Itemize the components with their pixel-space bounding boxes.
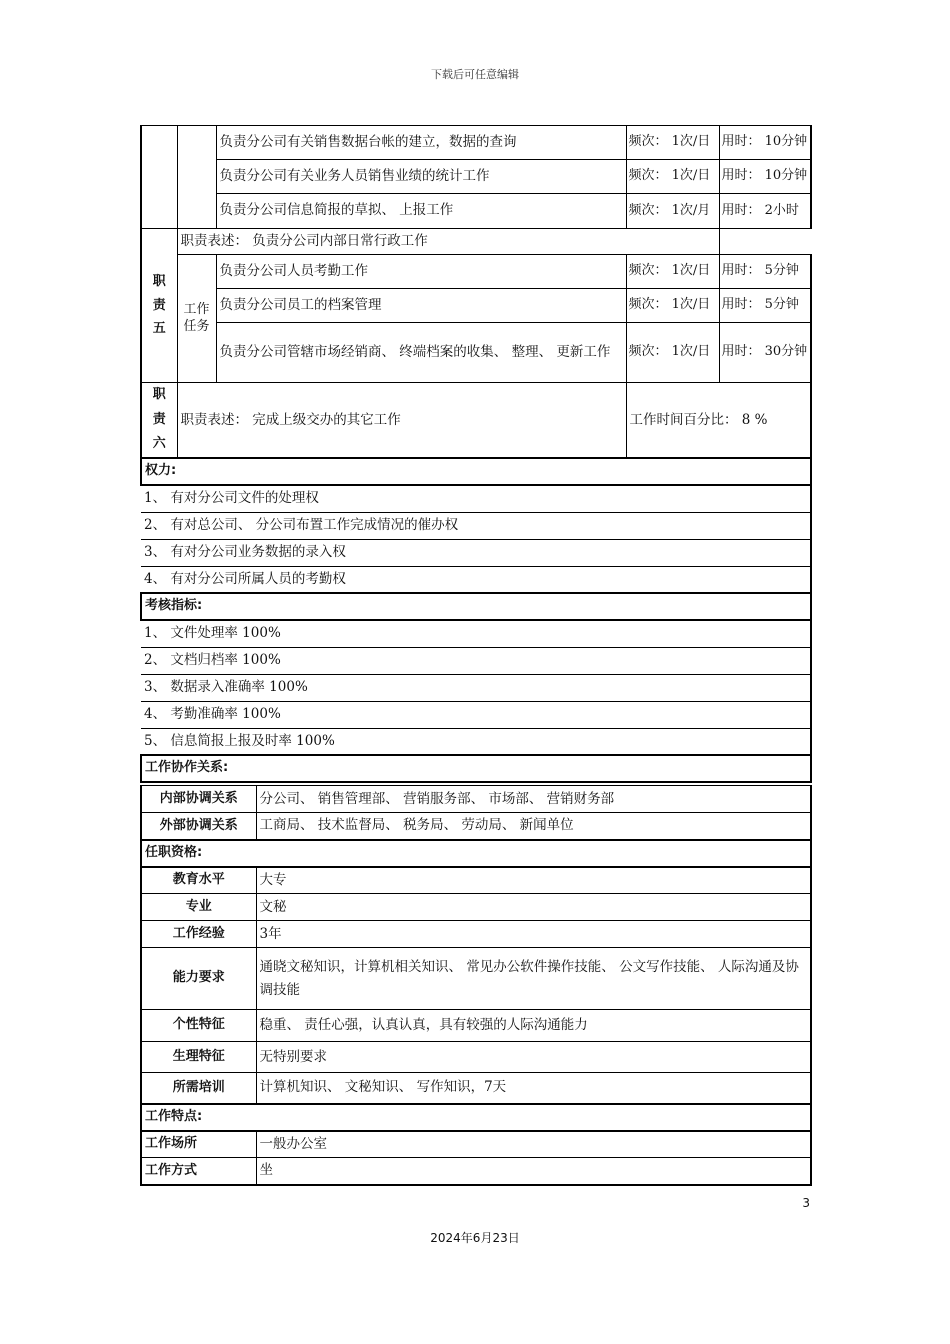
task-duration: 用时： 5分钟 (719, 255, 811, 289)
table-row (141, 1042, 811, 1073)
task-frequency: 频次： 1次/日 (626, 255, 719, 289)
kpi-item: 1、 文件处理率 100% (141, 620, 811, 647)
task-duration: 用时： 10分钟 (719, 126, 811, 160)
duty5-task-label-text: 工作任务 (183, 301, 210, 334)
page-number: 3 (802, 1196, 810, 1210)
qualification-label: 专业 (141, 894, 256, 921)
external-relations-value: 工商局、 技术监督局、 税务局、 劳动局、 新闻单位 (256, 813, 811, 840)
features-section-row (141, 1104, 811, 1131)
table-row (141, 948, 811, 1010)
task-text: 负责分公司人员考勤工作 (216, 255, 626, 289)
duty4-task-row (141, 160, 811, 194)
label-value-table (140, 785, 812, 1186)
qualification-value: 计算机知识、 文秘知识、 写作知识，7天 (256, 1073, 811, 1104)
power-item: 4、 有对分公司所属人员的考勤权 (141, 566, 811, 593)
qualification-value: 无特别要求 (256, 1042, 811, 1073)
feature-label: 工作方式 (141, 1158, 256, 1185)
internal-relations-row (141, 786, 811, 813)
feature-value: 一般办公室 (256, 1131, 811, 1158)
table-row (141, 1010, 811, 1042)
task-text: 负责分公司有关业务人员销售业绩的统计工作 (216, 160, 626, 194)
task-duration: 用时： 30分钟 (719, 323, 811, 383)
duty6-label (141, 383, 177, 459)
task-text: 负责分公司信息简报的草拟、 上报工作 (216, 194, 626, 229)
relations-section-row (141, 755, 811, 782)
qualification-value: 稳重、 责任心强，认真认真，具有较强的人际沟通能力 (256, 1010, 811, 1042)
power-item: 2、 有对总公司、 分公司布置工作完成情况的催办权 (141, 512, 811, 539)
features-title: 工作特点: (141, 1104, 811, 1131)
table-row (141, 921, 811, 948)
power-item: 1、 有对分公司文件的处理权 (141, 485, 811, 512)
internal-relations-value: 分公司、 销售管理部、 营销服务部、 市场部、 营销财务部 (256, 786, 811, 813)
list-item (141, 539, 811, 566)
duty5-label (141, 229, 177, 383)
duty4-task-row (141, 126, 811, 160)
qualification-label: 工作经验 (141, 921, 256, 948)
kpi-item: 4、 考勤准确率 100% (141, 701, 811, 728)
table-row (141, 1131, 811, 1158)
relations-title: 工作协作关系: (141, 755, 811, 782)
qualification-value: 3年 (256, 921, 811, 948)
external-relations-row (141, 813, 811, 840)
kpi-item: 3、 数据录入准确率 100% (141, 674, 811, 701)
duty4-task-label-cell (177, 126, 216, 229)
duty5-description: 职责表述： 负责分公司内部日常行政工作 (177, 229, 719, 255)
task-frequency: 频次： 1次/日 (626, 160, 719, 194)
list-item (141, 647, 811, 674)
kpi-title: 考核指标: (141, 593, 811, 620)
list-item (141, 566, 811, 593)
qualification-label: 能力要求 (141, 948, 256, 1010)
table-row (141, 1158, 811, 1185)
powers-section-row (141, 458, 811, 485)
task-text: 负责分公司有关销售数据台帐的建立，数据的查询 (216, 126, 626, 160)
page-date: 2024年6月23日 (430, 1231, 520, 1245)
duty4-task-row (141, 194, 811, 229)
duty5-task-label (177, 255, 216, 383)
qualification-value: 大专 (256, 867, 811, 894)
kpi-section-row (141, 593, 811, 620)
qualifications-title: 任职资格: (141, 840, 811, 867)
qualification-label: 教育水平 (141, 867, 256, 894)
list-item (141, 701, 811, 728)
task-text: 负责分公司管辖市场经销商、 终端档案的收集、 整理、 更新工作 (216, 323, 626, 383)
task-frequency: 频次： 1次/日 (626, 289, 719, 323)
duty6-percent: 工作时间百分比： 8 % (626, 383, 811, 459)
task-text: 负责分公司员工的档案管理 (216, 289, 626, 323)
qualification-label: 生理特征 (141, 1042, 256, 1073)
power-item: 3、 有对分公司业务数据的录入权 (141, 539, 811, 566)
duty5-label-text: 职责五 (152, 274, 166, 337)
list-item (141, 485, 811, 512)
task-duration: 用时： 5分钟 (719, 289, 811, 323)
external-relations-label: 外部协调关系 (141, 813, 256, 840)
task-frequency: 频次： 1次/月 (626, 194, 719, 229)
duty6-row (141, 383, 811, 459)
table-row (141, 867, 811, 894)
qualifications-section-row (141, 840, 811, 867)
table-row (141, 894, 811, 921)
page-header-note: 下载后可任意编辑 (431, 68, 519, 81)
task-duration: 用时： 2小时 (719, 194, 811, 229)
job-description-table (140, 125, 812, 783)
qualification-value: 通晓文秘知识，计算机相关知识、 常见办公软件操作技能、 公文写作技能、 人际沟通及协调技能 (256, 948, 811, 1010)
duty5-task-row (141, 289, 811, 323)
list-item (141, 674, 811, 701)
list-item (141, 512, 811, 539)
qualification-value: 文秘 (256, 894, 811, 921)
powers-title: 权力: (141, 458, 811, 485)
qualification-label: 个性特征 (141, 1010, 256, 1042)
qualification-label: 所需培训 (141, 1073, 256, 1104)
duty5-task-row (141, 255, 811, 289)
duty6-label-text: 职责六 (152, 387, 166, 452)
internal-relations-label: 内部协调关系 (141, 786, 256, 813)
duty4-label-cell (141, 126, 177, 229)
list-item (141, 620, 811, 647)
kpi-item: 2、 文档归档率 100% (141, 647, 811, 674)
kpi-item: 5、 信息简报上报及时率 100% (141, 728, 811, 755)
feature-label: 工作场所 (141, 1131, 256, 1158)
list-item (141, 728, 811, 755)
duty5-description-row (141, 229, 811, 255)
duty6-description: 职责表述： 完成上级交办的其它工作 (177, 383, 626, 459)
duty5-task-row (141, 323, 811, 383)
task-duration: 用时： 10分钟 (719, 160, 811, 194)
feature-value: 坐 (256, 1158, 811, 1185)
task-frequency: 频次： 1次/日 (626, 323, 719, 383)
table-row (141, 1073, 811, 1104)
task-frequency: 频次： 1次/日 (626, 126, 719, 160)
